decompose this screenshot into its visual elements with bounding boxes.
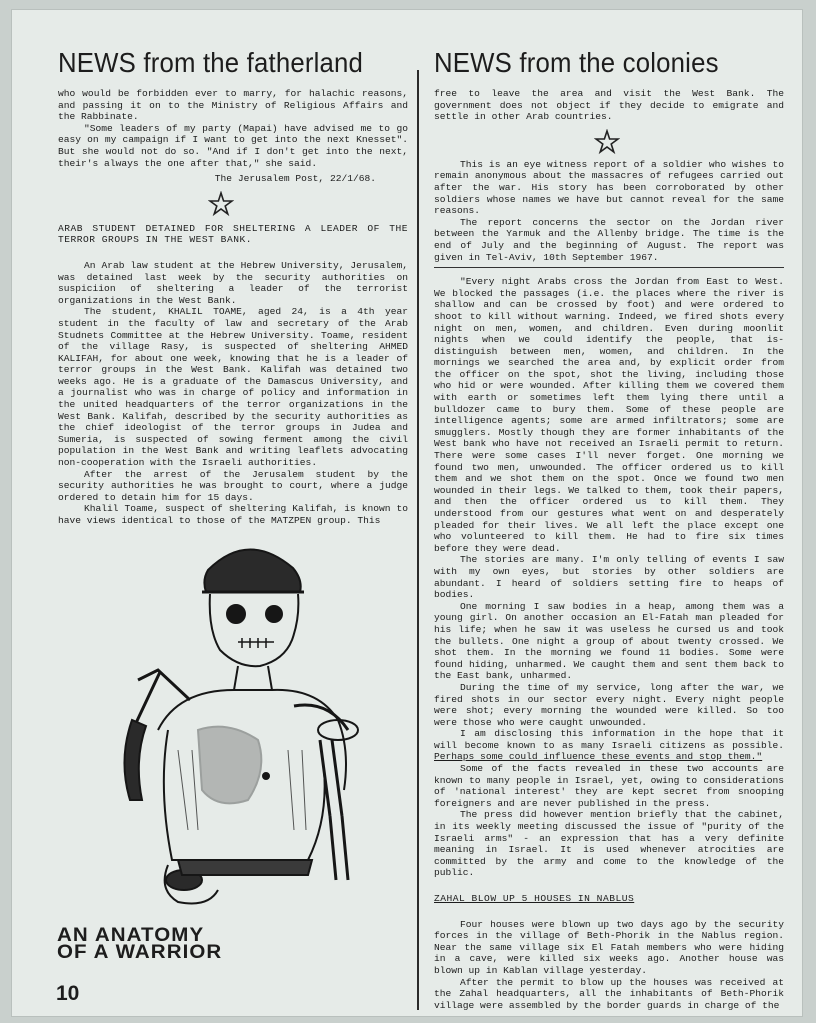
nablus-headline: ZAHAL BLOW UP 5 HOUSES IN NABLUS xyxy=(434,893,635,904)
page xyxy=(12,10,802,1016)
right-header: NEWS from the colonies xyxy=(434,47,719,78)
right-intro-2: The report concerns the sector on the Jordan river between the Yarmuk and the Allenby bridge. The time is the end of July and the beginning of August. The report was given in Tel-Aviv, 10th September 1967. xyxy=(434,216,784,263)
facts-para-2: The press did however mention briefly that the cabinet, in its weekly meeting discussed the issue of "purity of the Israeli arms" - an expression that has a very definite meaning in Israel. It is used whenever atrocities are committed by the army and come to the knowledge of the public. xyxy=(434,809,784,879)
nablus-para-2: After the permit to blow up the houses was received at the Zahal headquarters, all the inhabitants of Beth-Phorik village were assembled by the border guards in charge of the xyxy=(434,976,784,1011)
column-divider xyxy=(417,70,419,1010)
left-headline: ARAB STUDENT DETAINED FOR SHELTERING A LEADER OF THE TERROR GROUPS IN THE WEST BANK. xyxy=(58,222,408,246)
star-ornament-icon xyxy=(594,129,620,155)
left-para-1: An Arab law student at the Hebrew University, Jerusalem, was detained last week by the security authorities on suspiciion of sheltering a leader of the terrorist organizations in the West Bank. xyxy=(58,259,408,306)
report-closing-b: Perhaps some could influence these events and stop them." xyxy=(434,751,763,763)
report-para-1: "Every night Arabs cross the Jordan from East to West. We blocked the passages (i.e. the places where the river is shallow and can be crossed by foot) and were ordered to shoot to kill without warning. Indeed, we fired shots every night on men, women, and children. Even during moonlit nights when we could identify the people, that is- distinguish between men, women, and children. In the mornings we searched the area and, by explicit order from the officer on the spot, shot the living, including those who hid or were wounded. After killing them we covered them with earth or sometimes left them lying there until a bulldozer came to bury them. Some of these people are intelligence agents; some are armed infiltrators; some are smugglers. Mostly though they are former inhabitants of the West bank who have not received an Israeli permit to return. There were some cases I'll never forget. One morning we found two men, unwounded. The officer ordered us to kill them and we shot them on the spot. Once we found two men wounded in their legs. We talked to them, took their papers, and then the officer ordered us to kill them. They understood from our gestures what went on and desperately pleaded for their lives. We all left the place except one who volunteered to kill them. He had to fire six times before they were dead. xyxy=(434,276,784,554)
right-column xyxy=(434,54,784,1011)
left-para-2: The student, KHALIL TOAME, aged 24, is a 4th year student in the faculty of law and secretary of the Arab Studnets Committee at the Hebrew University. Toame, resident of the village Rasy, is suspected of sheltering AHMED KALIFAH, for about one week, knowing that he is a leader of terror groups in the West Bank. Kalifah was detained two weeks ago. He is a graduate of the Damascus University, and a journalist who was in charge of policy and information in the united headquarters of the terror organizations in the West Bank. Kalifah, described by the security authorities as the chief ideologist of the terror groups in Judea and Sumeria, is suspected of sowing ferment among the civil population in the West Bank and writing leaflets advocating non-cooperation with the Israeli authorities. xyxy=(58,306,408,469)
left-para-3: After the arrest of the Jerusalem student by the security authorities he was brought to court, where a judge ordered to detain him for 15 days. xyxy=(58,468,408,503)
left-header: NEWS from the fatherland xyxy=(58,47,364,78)
left-source: The Jerusalem Post, 22/1/68. xyxy=(214,173,376,185)
report-closing-a: I am disclosing this information in the hope that it will become known to as many Israeli citizens as possible. xyxy=(434,728,784,751)
left-para-4: Khalil Toame, suspect of sheltering Kalifah, is known to have views identical to those of the MATZPEN group. This xyxy=(58,503,408,526)
report-closing xyxy=(434,728,784,763)
warrior-skeleton-illustration xyxy=(98,530,388,920)
page-number: 10 xyxy=(56,982,80,1005)
left-column xyxy=(58,54,408,527)
right-cont: free to leave the area and visit the West Bank. The government does not object if they decide to emigrate and settle in other Arab countries. xyxy=(434,88,784,123)
nablus-para-1: Four houses were blown up two days ago by the security forces in the village of Beth-Phorik in the Nablus region. Near the same village six El Fatah members who were hiding in a cave, were killed six weeks ago. Another house was blown up in Kablan village yesterday. xyxy=(434,918,784,976)
section-rule xyxy=(434,267,784,268)
report-para-3: One morning I saw bodies in a heap, among them was a young girl. On another occasion an El-Fatah man pleaded for his life; when he saw it was useless he cursed us and took the bullets. One night a group of about twenty crossed. We shot them. In the morning we found 11 bodies. Some were found hiding, unharmed. We caught them and sent them back to the East bank, unharmed. xyxy=(434,600,784,682)
report-para-2: The stories are many. I'm only telling of events I saw with my own eyes, but stories by other soldiers are abundant. I heard of soldiers setting fire to heaps of bodies. xyxy=(434,554,784,601)
left-cont-2: "Some leaders of my party (Mapai) have advised me to go easy on my campaign if I want to get into the next Knesset". But she would not do so. "And if I don't get into the next, their's always the one after that," she said. xyxy=(58,122,408,169)
caption-line-1: AN ANATOMY xyxy=(57,925,205,946)
left-cont-1: who would be forbidden ever to marry, for halachic reasons, and passing it on to the Ministry of Religious Affairs and the Rabbinate. xyxy=(58,88,408,123)
report-para-4: During the time of my service, long after the war, we fired shots in our sector every night. Every night people were shot; every morning the wounded were killed. So too were those who were caught unwounded. xyxy=(434,681,784,728)
star-ornament-icon xyxy=(208,191,234,217)
illustration-caption xyxy=(57,927,381,961)
facts-para-1: Some of the facts revealed in these two accounts are known to many people in Israel, yet, owing to considerations of 'national interest' they are kept secret from snooping foreigners and are never published in the press. xyxy=(434,763,784,809)
right-intro-1: This is an eye witness report of a soldier who wishes to remain anonymous about the massacres of refugees carried out after the war. His story has been corroborated by other soldiers whose names we have but cannot reveal for the same reasons. xyxy=(434,158,784,217)
caption-line-2: OF A WARRIOR xyxy=(57,942,223,963)
